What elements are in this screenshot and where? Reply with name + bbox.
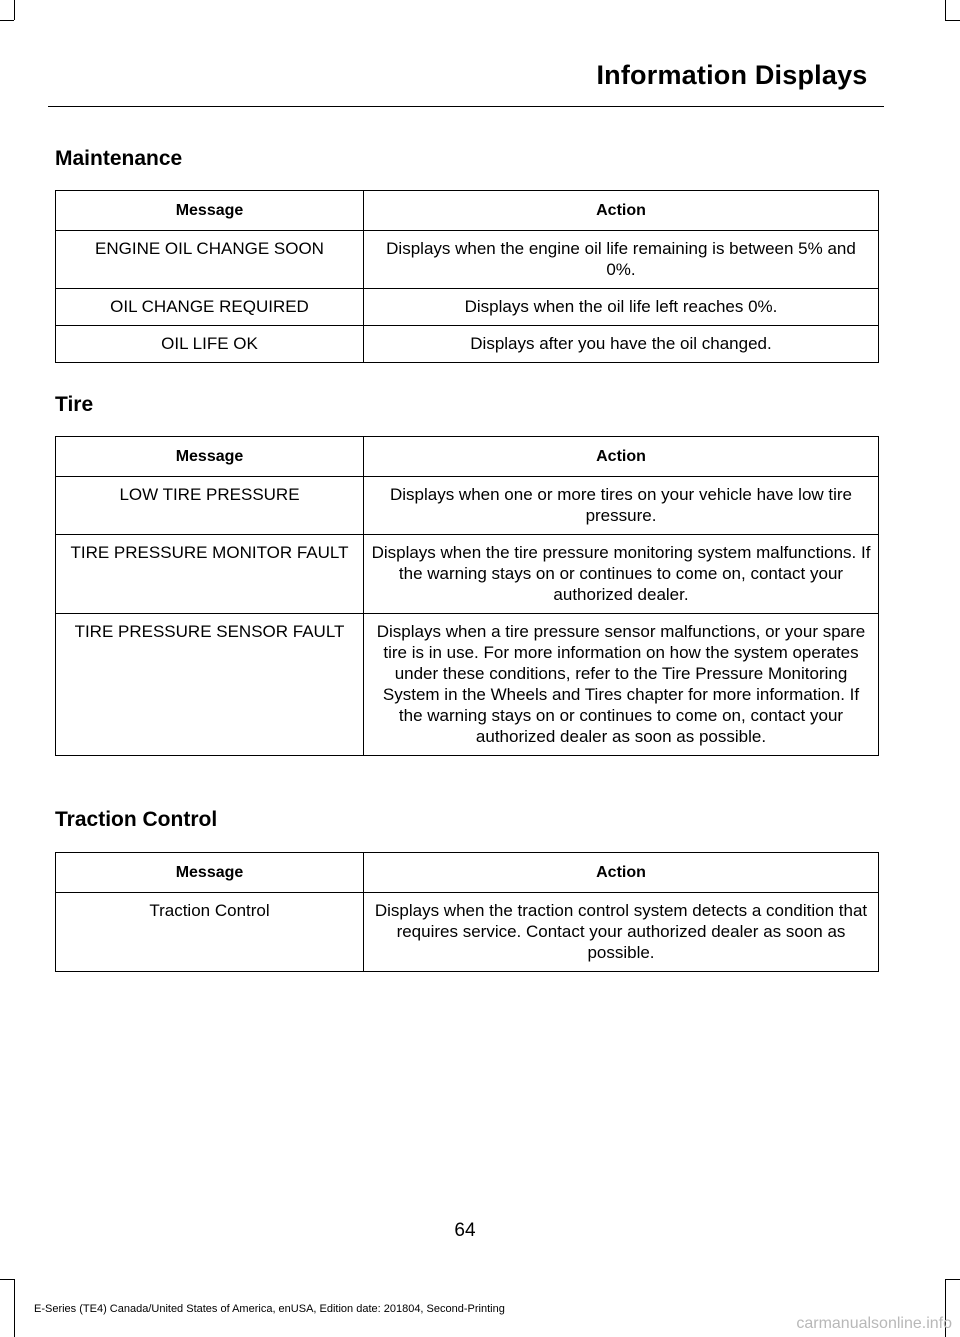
crop-mark-top-left-h [0,20,14,21]
message-cell: ENGINE OIL CHANGE SOON [56,231,364,289]
table-row [56,289,879,326]
tire-table [55,436,879,756]
action-cell: Displays when the tire pressure monitoring system malfunctions. If the warning stays on or continues to come on, contact your authorized dealer. [364,535,879,614]
header-rule [48,106,884,107]
column-header-message: Message [56,853,364,893]
table-row [56,231,879,289]
action-cell: Displays when the oil life left reaches 0%. [364,289,879,326]
page-number: 64 [454,1220,476,1241]
message-cell: OIL CHANGE REQUIRED [56,289,364,326]
column-header-action: Action [364,191,879,231]
column-header-message: Message [56,191,364,231]
section-heading-traction-control: Traction Control [55,808,218,831]
crop-mark-bottom-right-h [945,1279,960,1280]
section-heading-maintenance: Maintenance [55,147,183,170]
message-cell: LOW TIRE PRESSURE [56,477,364,535]
maintenance-table [55,190,879,363]
crop-mark-bottom-left-v [14,1279,15,1337]
crop-mark-top-right-h [945,20,960,21]
action-cell: Displays when the engine oil life remaining is between 5% and 0%. [364,231,879,289]
crop-mark-bottom-left-h [0,1279,14,1280]
action-cell: Displays when the traction control system detects a condition that requires service. Contact your authorized dealer as soon as possible. [364,893,879,972]
message-cell: TIRE PRESSURE MONITOR FAULT [56,535,364,614]
crop-mark-top-right-v [945,0,946,20]
table-row [56,893,879,972]
action-cell: Displays after you have the oil changed. [364,326,879,363]
page-title-text: Information Displays [596,60,868,90]
table-row [56,614,879,756]
crop-mark-top-left-v [14,0,15,20]
table-row [56,326,879,363]
section-heading-tire: Tire [55,393,94,416]
column-header-action: Action [364,853,879,893]
table-header-row [56,191,879,231]
message-cell: TIRE PRESSURE SENSOR FAULT [56,614,364,756]
column-header-action: Action [364,437,879,477]
message-cell: OIL LIFE OK [56,326,364,363]
page-title [0,60,930,91]
table-header-row [56,853,879,893]
table-row [56,535,879,614]
traction-control-table [55,852,879,972]
column-header-message: Message [56,437,364,477]
edition-footer: E-Series (TE4) Canada/United States of America, enUSA, Edition date: 201804, Second-Printing [34,1303,505,1315]
action-cell: Displays when a tire pressure sensor malfunctions, or your spare tire is in use. For more information on how the system operates under these conditions, refer to the Tire Pressure Monitoring System in the Wheels and Tires chapter for more information. If the warning stays on or continues to come on, contact your authorized dealer as soon as possible. [364,614,879,756]
action-cell: Displays when one or more tires on your vehicle have low tire pressure. [364,477,879,535]
message-cell: Traction Control [56,893,364,972]
table-header-row [56,437,879,477]
watermark: carmanualsonline.info [796,1315,952,1332]
table-row [56,477,879,535]
